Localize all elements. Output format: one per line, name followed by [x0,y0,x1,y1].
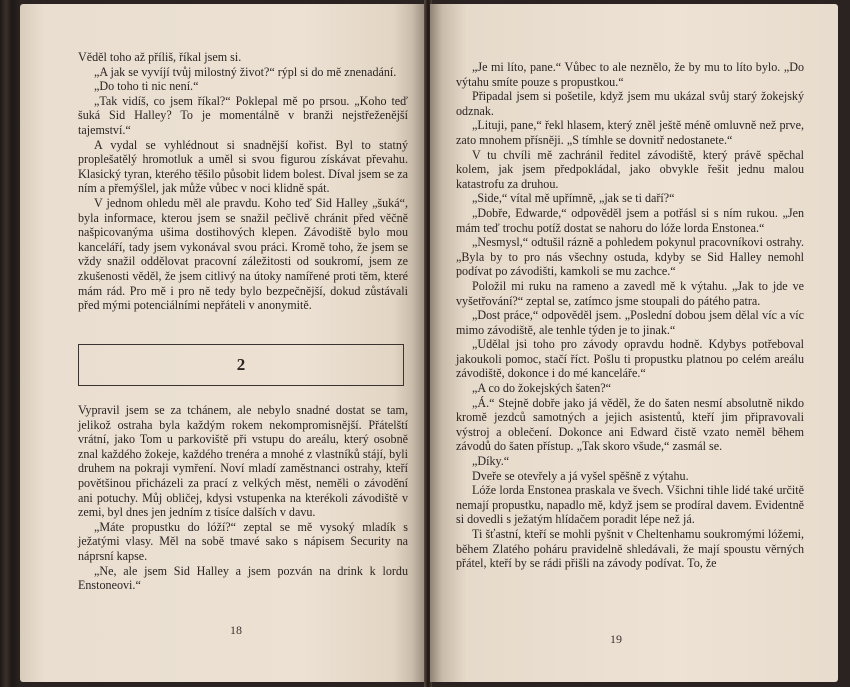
paragraph: „A jak se vyvíjí tvůj milostný život?“ rýpl si do mě znenadání. [94,64,397,79]
paragraph: Ti šťastní, kteří se mohli pyšnit v Cheltenhamu soukromými lóžemi, během Zlatého poháru pravidelně shledávali, že mají spoustu věrných přátel, kteří by se rádi přišli na závody podívat. To, že [456,527,804,571]
paragraph: „A co do žokejských šaten?“ [472,381,612,396]
left-page-text-top [78,50,408,313]
paragraph: „Dost práce,“ odpověděl jsem. „Poslední dobou jsem dělal víc a víc mimo závodiště, ale tenhle týden je to jinak.“ [456,308,804,337]
paragraph: V tu chvíli mě zachránil ředitel závodiště, který právě spěchal kolem, jak jsem předpokládal, jako obvykle řešit jednu malou katastrofu za druhou. [456,147,804,191]
paragraph: Vypravil jsem se za tchánem, ale nebylo snadné dostat se tam, jelikož ostraha byla každým rokem nekompromisnější. Přátelští vrátní, jako Tom u parkoviště při vstupu do areálu, který osobně znal každého žokeje, každého trenéra a mnohé z vlastníků stájí, byli druhem na pokraji vymření. Noví mladí zaměstnanci ostrahy, kteří povětšinou přicházeli za prací z velkých měst, neměli o závodění ani potuchy. Můj obličej, kdysi vstupenka na kterékoli závodiště v zemi, byl dnes jen jedním z tisíce dalších v davu. [78,403,408,520]
paragraph: A vydal se vyhlédnout si snadnější kořist. Byl to statný proplešatělý hromotluk a uměl si svou figurou získávat převahu. Klasický tyran, kterého těšilo působit lidem bolest. Díval jsem se za ním a přemýšlel, jak může vůbec v noci klidně spát. [78,137,408,196]
paragraph: „Díky.“ [472,454,510,469]
paragraph: „Á.“ Stejně dobře jako já věděl, že do šaten nesmí absolutně nikdo kromě jezdců samotných a jejich asistentů, kteří jim připravovali výstroj a oblečení. Dokonce ani Edward čistě vzato neměl během závodů do šaten přístup. „Tak skoro všude,“ zasmál se. [456,395,804,454]
paragraph: Lóže lorda Enstonea praskala ve švech. Všichni tihle lidé také určitě nemají propustku, napadlo mě, když jsem se prodíral davem. Evidentně si dovedli s ježatým hlídačem poradit lépe než já. [456,483,804,527]
paragraph: „Máte propustku do lóží?“ zeptal se mě vysoký mladík s ježatými vlasy. Měl na sobě tmavé sako s nápisem Security na náprsní kapse. [78,519,408,563]
paragraph: V jednom ohledu měl ale pravdu. Koho teď Sid Halley „šuká“, byla informace, kterou jsem se snažil pečlivě chránit před věčně našpicovanýma ušima dostihových klepen. Závodiště bylo mou kanceláří, tady jsem vykonával svou práci. Kromě toho, že jsem se vždy snažil oddělovat pracovní záležitosti od soukromí, jsem ze zkušenosti věděl, že jsem citlivý na útoky namířené proti těm, které mám rád. Pro mě i pro ně tedy bylo bezpečnější, dokud zůstávali před mými potenciálními nepřáteli v anonymitě. [78,195,408,313]
right-page [430,4,838,682]
right-page-text [456,60,804,571]
paragraph: „Dobře, Edwarde,“ odpověděl jsem a potřásl si s ním rukou. „Jen mám teď trochu potíž dostat se nahoru do lóže lorda Enstonea.“ [456,205,804,235]
paragraph: „Ne, ale jsem Sid Halley a jsem pozván na drink k lordu Enstoneovi.“ [78,563,408,593]
left-page [20,4,426,682]
paragraph: Připadal jsem si pošetile, když jsem mu ukázal svůj starý žokejský odznak. [456,89,804,118]
paragraph: „Udělal jsi toho pro závody opravdu hodně. Kdybys potřeboval jakoukoli pomoc, stačí říct. Pošlu ti propustku platnou po celém areálu závodiště, dokonce i do mé kanceláře.“ [456,337,804,381]
paragraph: Dveře se otevřely a já vyšel spěšně z výtahu. [472,468,689,483]
paragraph: „Tak vidíš, co jsem říkal?“ Poklepal mě po prsou. „Koho teď šuká Sid Halley? To je momentálně v branži nejstřeženější tajemství.“ [78,93,408,137]
page-number: 19 [610,632,622,646]
paragraph: „Do toho ti nic není.“ [94,79,199,94]
left-page-text-bottom [78,403,408,593]
page-number: 18 [230,623,242,637]
paragraph: „Je mi líto, pane.“ Vůbec to ale neznělo, že by mu to líto bylo. „Do výtahu smíte pouze s propustkou.“ [456,60,804,89]
paragraph: „Side,“ vítal mě upřímně, „jak se ti daří?“ [472,191,675,206]
paragraph: Položil mi ruku na rameno a zavedl mě k výtahu. „Jak to jde ve vyšetřování?“ zeptal se, zatímco jsme stoupali do pátého patra. [456,278,804,308]
chapter-heading-box [78,344,404,386]
paragraph: „Nesmysl,“ odtušil rázně a pohledem pokynul pracovníkovi ostrahy. „Byla by to pro nás všechny ostuda, kdyby se Sid Halley nemohl podívat po závodišti, kamkoli se mu zachce.“ [456,235,804,279]
chapter-number: 2 [236,355,246,374]
paragraph: „Lituji, pane,“ řekl hlasem, který zněl ještě méně omluvně než prve, zato mnohem přísněji. „S tímhle se dovnitř nedostanete.“ [456,118,804,147]
paragraph: Věděl toho až příliš, říkal jsem si. [78,50,242,64]
